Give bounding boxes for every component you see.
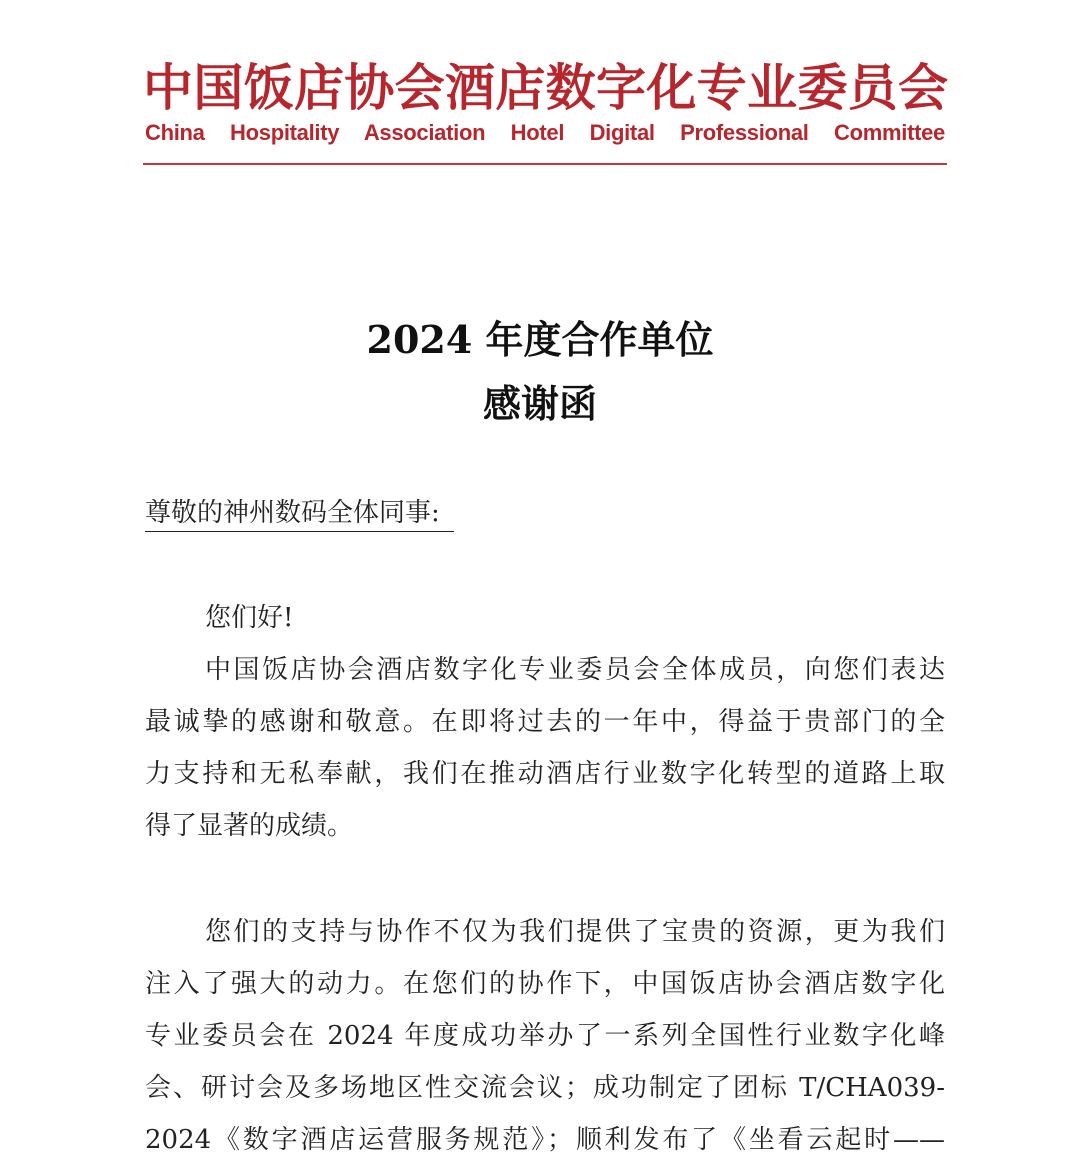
body-line: 会、研讨会及多场地区性交流会议；成功制定了团标 T/CHA039-: [145, 1073, 945, 1103]
body-line: 得了显著的成绩。: [145, 811, 354, 841]
body-line: 您们好!: [205, 603, 294, 633]
body-line: 专业委员会在 2024 年度成功举办了一系列全国性行业数字化峰: [145, 1021, 945, 1051]
letterhead-org-name-en: China Hospitality Association Hotel Digital Professional Committee: [145, 120, 945, 145]
body-line: 中国饭店协会酒店数字化专业委员会全体成员，向您们表达: [205, 655, 945, 685]
body-line: 力支持和无私奉献，我们在推动酒店行业数字化转型的道路上取: [145, 759, 945, 789]
document-subtitle: 感谢函: [482, 381, 597, 426]
body-line: 最诚挚的感谢和敬意。在即将过去的一年中，得益于贵部门的全: [145, 707, 945, 737]
body-line: 2024《数字酒店运营服务规范》；顺利发布了《坐看云起时——: [145, 1125, 945, 1155]
letterhead-org-name-cn: 中国饭店协会酒店数字化专业委员会: [143, 58, 947, 117]
body-line: 您们的支持与协作不仅为我们提供了宝贵的资源，更为我们: [205, 917, 945, 947]
body-line: 注入了强大的动力。在您们的协作下，中国饭店协会酒店数字化: [145, 969, 945, 999]
salutation: 尊敬的神州数码全体同事:: [145, 495, 454, 532]
document-title: 2024 年度合作单位: [366, 317, 714, 362]
letterhead-divider: [143, 163, 947, 165]
